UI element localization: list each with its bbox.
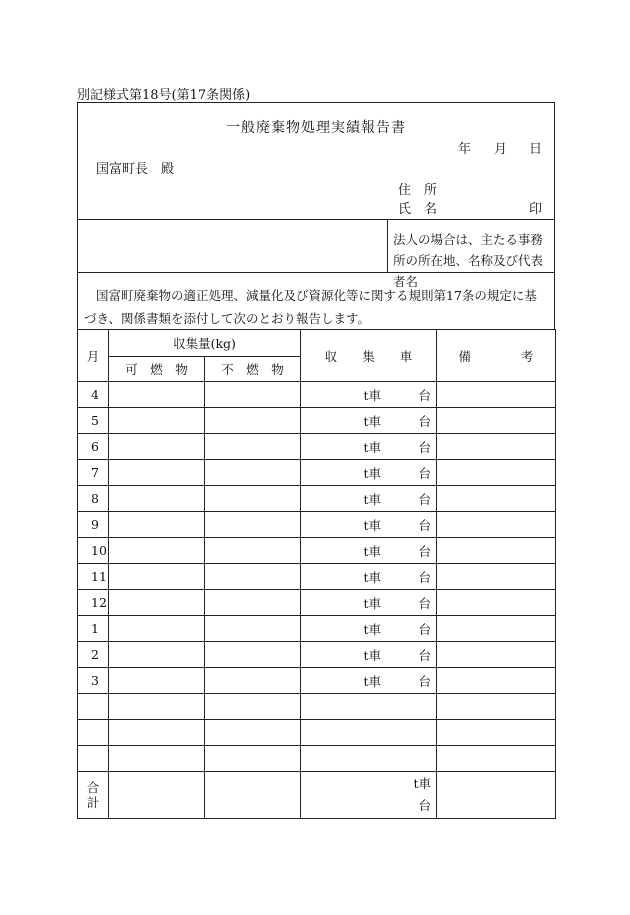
vehicle-cell[interactable]: t車 台 — [301, 564, 437, 590]
month-cell: 9 — [78, 512, 109, 538]
table-row — [78, 538, 556, 564]
burnable-cell[interactable] — [109, 616, 205, 642]
vehicle-cell[interactable]: t車 台 — [301, 512, 437, 538]
remarks-cell[interactable] — [437, 720, 556, 746]
remarks-cell[interactable] — [437, 408, 556, 434]
table-row — [78, 434, 556, 460]
month-cell: 8 — [78, 486, 109, 512]
month-cell-blank[interactable] — [78, 694, 109, 720]
document-title: 一般廃棄物処理実績報告書 — [226, 120, 406, 136]
month-cell: 6 — [78, 434, 109, 460]
addressee: 国富町長 殿 — [96, 162, 175, 177]
nonburnable-cell[interactable] — [205, 746, 301, 772]
vehicle-cell[interactable]: t車 台 — [301, 460, 437, 486]
table-row — [78, 642, 556, 668]
month-cell: 5 — [78, 408, 109, 434]
month-cell: 4 — [78, 382, 109, 408]
burnable-cell[interactable] — [109, 720, 205, 746]
nonburnable-cell[interactable] — [205, 460, 301, 486]
nonburnable-cell[interactable] — [205, 434, 301, 460]
date-day-label: 日 — [529, 142, 543, 157]
nonburnable-cell[interactable] — [205, 512, 301, 538]
vehicle-cell[interactable] — [301, 720, 437, 746]
table-row-blank — [78, 720, 556, 746]
total-nonburnable-cell[interactable] — [205, 772, 301, 819]
burnable-cell[interactable] — [109, 668, 205, 694]
remarks-cell[interactable] — [437, 538, 556, 564]
table-row — [78, 486, 556, 512]
form-reference: 別記様式第18号(第17条関係) — [77, 88, 251, 103]
corporate-info-section — [77, 219, 555, 289]
burnable-cell[interactable] — [109, 486, 205, 512]
vehicle-cell[interactable]: t車 台 — [301, 616, 437, 642]
nonburnable-cell[interactable] — [205, 486, 301, 512]
nonburnable-cell[interactable] — [205, 616, 301, 642]
vehicle-cell[interactable]: t車 台 — [301, 538, 437, 564]
burnable-cell[interactable] — [109, 512, 205, 538]
nonburnable-cell[interactable] — [205, 642, 301, 668]
nonburnable-cell[interactable] — [205, 408, 301, 434]
burnable-cell[interactable] — [109, 642, 205, 668]
date-year-label: 年 — [458, 142, 472, 157]
total-vehicle-t: t車 — [413, 776, 431, 791]
corp-divider — [387, 220, 388, 272]
remarks-cell[interactable] — [437, 616, 556, 642]
burnable-header: 可 燃 物 — [109, 357, 205, 382]
total-burnable-cell[interactable] — [109, 772, 205, 819]
vehicle-cell[interactable]: t車 台 — [301, 590, 437, 616]
total-label: 合計 — [86, 780, 100, 810]
table-row-blank — [78, 746, 556, 772]
total-vehicle-units: 台 — [418, 798, 431, 813]
report-statement-section — [77, 272, 555, 330]
table-row — [78, 460, 556, 486]
burnable-cell[interactable] — [109, 382, 205, 408]
name-label: 氏 名 — [398, 202, 438, 217]
nonburnable-cell[interactable] — [205, 590, 301, 616]
remarks-cell[interactable] — [437, 460, 556, 486]
nonburnable-cell[interactable] — [205, 538, 301, 564]
nonburnable-cell[interactable] — [205, 668, 301, 694]
remarks-cell[interactable] — [437, 694, 556, 720]
table-row — [78, 668, 556, 694]
table-row — [78, 408, 556, 434]
month-cell: 2 — [78, 642, 109, 668]
month-cell: 10 — [78, 538, 109, 564]
burnable-cell[interactable] — [109, 434, 205, 460]
burnable-cell[interactable] — [109, 746, 205, 772]
nonburnable-cell[interactable] — [205, 564, 301, 590]
vehicle-cell[interactable] — [301, 694, 437, 720]
month-cell: 11 — [78, 564, 109, 590]
collection-table — [77, 329, 556, 819]
burnable-cell[interactable] — [109, 564, 205, 590]
remarks-cell[interactable] — [437, 642, 556, 668]
burnable-cell[interactable] — [109, 590, 205, 616]
total-row — [78, 772, 556, 819]
month-cell: 3 — [78, 668, 109, 694]
remarks-cell[interactable] — [437, 486, 556, 512]
month-cell: 1 — [78, 616, 109, 642]
nonburnable-cell[interactable] — [205, 382, 301, 408]
vehicle-cell[interactable]: t車 台 — [301, 668, 437, 694]
month-header: 月 — [78, 330, 109, 382]
remarks-cell[interactable] — [437, 668, 556, 694]
vehicle-header: 収 集 車 — [301, 330, 437, 382]
vehicle-cell[interactable] — [301, 746, 437, 772]
remarks-cell[interactable] — [437, 564, 556, 590]
remarks-cell[interactable] — [437, 746, 556, 772]
nonburnable-header: 不 燃 物 — [205, 357, 301, 382]
vehicle-cell[interactable]: t車 台 — [301, 408, 437, 434]
month-cell: 12 — [78, 590, 109, 616]
burnable-cell[interactable] — [109, 538, 205, 564]
table-row — [78, 564, 556, 590]
table-row — [78, 512, 556, 538]
table-row-blank — [78, 694, 556, 720]
address-label: 住 所 — [398, 183, 438, 198]
corp-note: 法人の場合は、主たる事務所の所在地、名称及び代表者名 — [393, 232, 544, 289]
remarks-cell[interactable] — [437, 590, 556, 616]
nonburnable-cell[interactable] — [205, 694, 301, 720]
table-row — [78, 616, 556, 642]
remarks-cell[interactable] — [437, 434, 556, 460]
vehicle-cell[interactable]: t車 台 — [301, 382, 437, 408]
month-cell: 7 — [78, 460, 109, 486]
report-statement: 国富町廃棄物の適正処理、減量化及び資源化等に関する規則第17条の規定に基づき、関係書類を添付して次のとおり報告します。 — [84, 288, 537, 326]
amount-header: 収集量(kg) — [109, 330, 301, 357]
remarks-header: 備 考 — [437, 330, 556, 382]
seal-label: 印 — [529, 202, 543, 217]
month-cell-blank[interactable] — [78, 720, 109, 746]
date-month-label: 月 — [494, 142, 508, 157]
total-vehicle-cell[interactable] — [301, 772, 437, 819]
total-label-cell — [78, 772, 109, 819]
total-remarks-cell[interactable] — [437, 772, 556, 819]
vehicle-cell[interactable]: t車 台 — [301, 486, 437, 512]
nonburnable-cell[interactable] — [205, 720, 301, 746]
table-row — [78, 382, 556, 408]
remarks-cell[interactable] — [437, 512, 556, 538]
remarks-cell[interactable] — [437, 382, 556, 408]
month-cell-blank[interactable] — [78, 746, 109, 772]
report-header-section — [77, 102, 555, 220]
table-row — [78, 590, 556, 616]
burnable-cell[interactable] — [109, 408, 205, 434]
collection-table-body — [78, 382, 556, 819]
burnable-cell[interactable] — [109, 694, 205, 720]
vehicle-cell[interactable]: t車 台 — [301, 642, 437, 668]
burnable-cell[interactable] — [109, 460, 205, 486]
vehicle-cell[interactable]: t車 台 — [301, 434, 437, 460]
